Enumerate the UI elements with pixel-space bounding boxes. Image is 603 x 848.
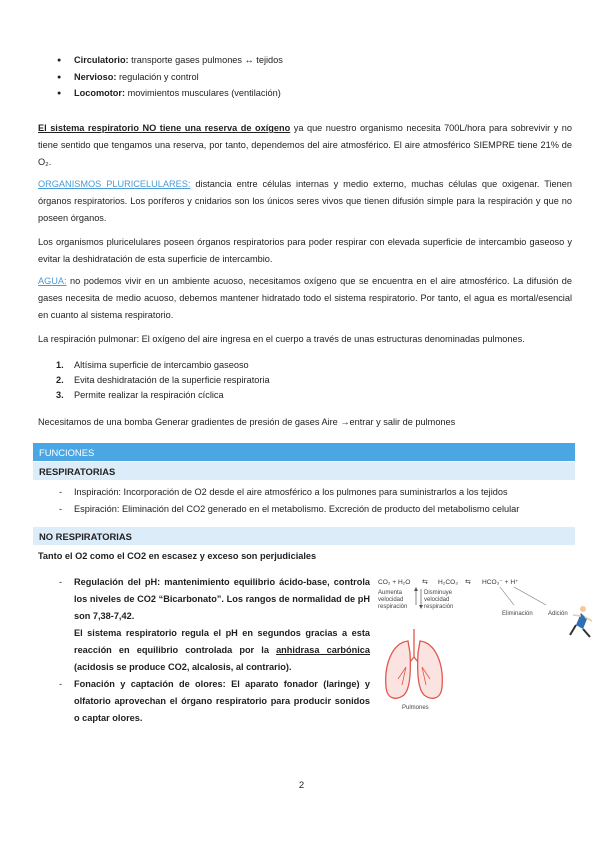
label-velocidad-2: velocidad	[424, 597, 450, 603]
paragraph-agua: AGUA: no podemos vivir en un ambiente acuoso, necesitamos oxígeno que se encuentra en el aire atmosférico. La difusión de gases necesita de medio acuoso, debemos mantener hidratado todo el sistema respiratorio. Por tanto, el agua es mortal/esencial en cuanto al sistema respiratorio.	[38, 276, 572, 320]
label-aumenta: Aumenta	[378, 590, 403, 596]
bicarbonate-lungs-figure	[378, 575, 600, 725]
label-eliminacion: Eliminación	[502, 611, 533, 617]
list-item: 2. Evita deshidratación de la superficie respiratoria	[56, 375, 270, 385]
page-number: 2	[298, 780, 305, 791]
paragraph-bomba: Necesitamos de una bomba Generar gradientes de presión de gases Aire →entrar y salir de pulmones	[38, 417, 456, 427]
list-item: ● Nervioso: regulación y control	[38, 69, 283, 86]
arrow-up-head-icon	[414, 587, 418, 591]
list-item: 3. Permite realizar la respiración cíclica	[56, 390, 224, 400]
equation-co2-h2o: CO₂ + H₂O	[378, 579, 411, 586]
equation-hco3-h: HCO₃⁻ + H⁺	[482, 579, 519, 586]
paragraph-pulmonar: La respiración pulmonar: El oxígeno del aire ingresa en el cuerpo a través de unas estructuras denominadas pulmones.	[38, 334, 525, 344]
paragraph-pluricelulares: ORGANISMOS PLURICELULARES: distancia entre células internas y medio externo, muchas células que oxigenar. Tienen órganos respiratorios. Los poríferos y cnidarios son los únicos seres vivos que tienen difusión simple para la respiración y que no poseen órganos.	[38, 179, 572, 223]
respiratorias-list	[38, 484, 519, 518]
paragraph-oxygen-reserve: El sistema respiratorio NO tiene una reserva de oxígeno ya que nuestro organismo necesita 700L/hora para sobrevivir y no tiene sentido que tengamos una reserva, por tanto, dependemos del aire atmosférico. El aire atmosférico SIEMPRE tiene 21% de O₂.	[38, 123, 573, 167]
label-disminuye: Disminuye	[424, 590, 453, 596]
label-adicion: Adición	[548, 611, 568, 617]
runner-icon	[570, 606, 592, 637]
equilibrium-arrow-icon: ⇆	[465, 579, 471, 586]
list-item: ● Locomotor: movimientos musculares (ventilación)	[38, 85, 283, 102]
section-header-funciones: FUNCIONES	[33, 443, 575, 461]
label-velocidad: velocidad	[378, 597, 404, 603]
system-bullet-list	[38, 52, 283, 102]
paragraph-organs: Los organismos pluricelulares poseen órganos respiratorios para poder respirar con elevada superficie de intercambio gaseoso y evitar la deshidratación de esta superficie de intercambio.	[38, 237, 572, 264]
list-item: - Inspiración: Incorporación de O2 desde el aire atmosférico a los pulmones para suministrarlos a los tejidos	[38, 484, 519, 501]
equation-h2co3: H₂CO₃	[438, 579, 458, 586]
section-header-respiratorias: RESPIRATORIAS	[33, 462, 575, 480]
arrow-down-head-icon	[419, 605, 423, 609]
list-item: - Espiración: Eliminación del CO2 generado en el metabolismo. Excreción de producto del metabolismo celular	[38, 501, 519, 518]
label-pulmones: Pulmones	[402, 705, 429, 711]
paragraph-escasez: Tanto el O2 como el CO2 en escasez y exceso son perjudiciales	[38, 551, 317, 561]
equilibrium-arrow-icon: ⇆	[422, 579, 428, 586]
section-header-no-respiratorias: NO RESPIRATORIAS	[33, 527, 575, 545]
label-respiracion: respiración	[378, 604, 408, 610]
connector-line	[514, 587, 546, 605]
numbered-list	[38, 357, 270, 402]
lungs-icon	[386, 629, 443, 698]
list-item: ● Circulatorio: transporte gases pulmones ↔ tejidos	[38, 52, 283, 69]
list-item-fonacion: - Fonación y captación de olores: El aparato fonador (laringe) y olfatorio aprovechan el órgano respiratorio para producir sonidos o captar olores.	[59, 679, 370, 723]
label-respiracion-2: respiración	[424, 604, 454, 610]
list-item: 1. Altísima superficie de intercambio gaseoso	[56, 360, 249, 370]
list-item-ph: - Regulación del pH: mantenimiento equilibrio ácido-base, controla los niveles de CO2 “Bicarbonato”. Los rangos de normalidad de pH son 7,38-7,42. El sistema respiratorio regula el pH en segundos gracias a esta reacción en equilibrio controlada por la anhidrasa carbónica (acidosis se produce CO2, alcalosis, al contrario).	[59, 577, 370, 672]
connector-line	[500, 587, 514, 605]
no-respiratorias-list	[38, 574, 370, 727]
